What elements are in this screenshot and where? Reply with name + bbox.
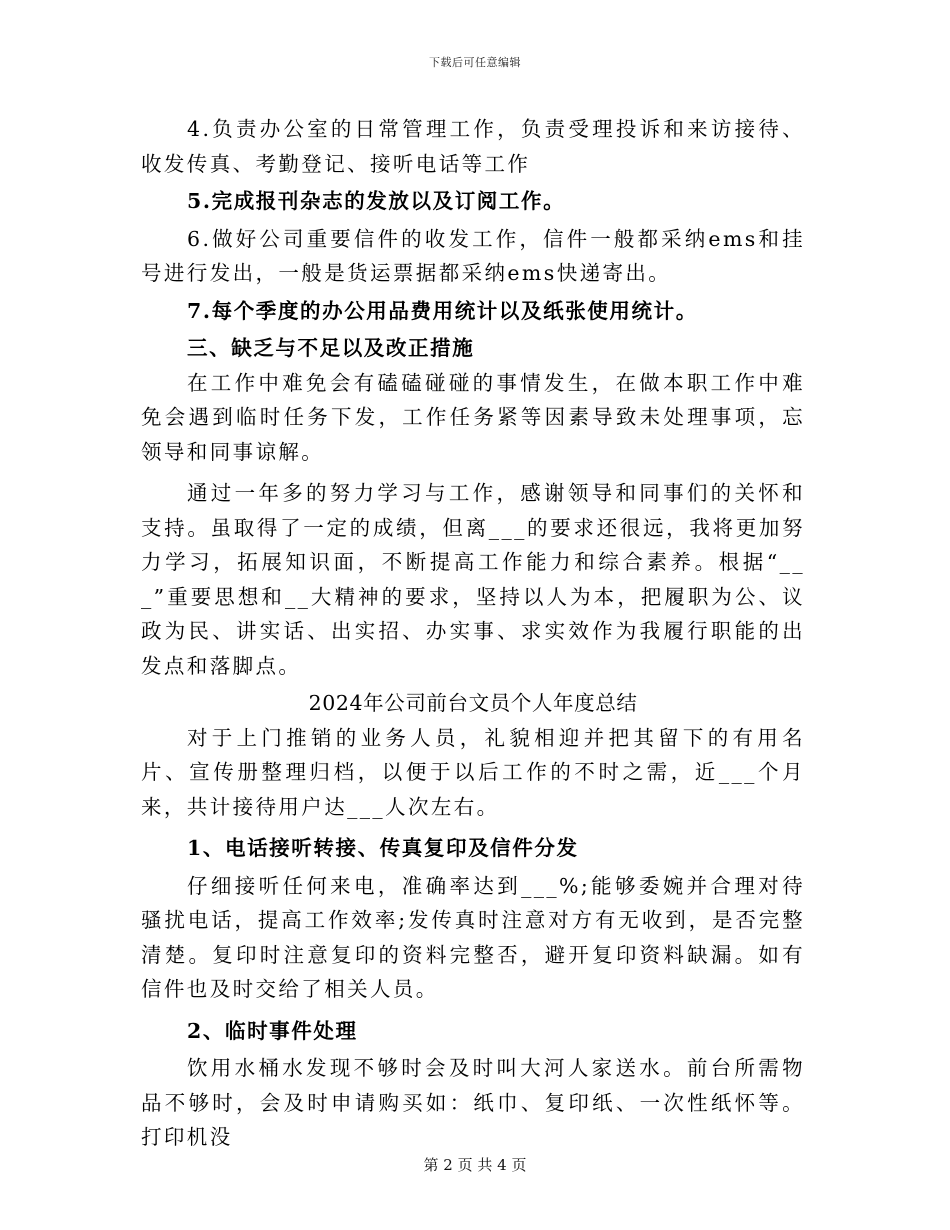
page-number: 第 2 页 共 4 页 [423, 1156, 527, 1174]
paragraph-item-7: 7.每个季度的办公用品费用统计以及纸张使用统计。 [187, 298, 698, 323]
paragraph-temporary: 饮用水桶水发现不够时会及时叫大河人家送水。前台所需物品不够时，会及时申请购买如：纸巾、复印纸、一次性纸怀等。打印机没 [141, 1056, 805, 1149]
paragraph-item-4: 4.负责办公室的日常管理工作，负责受理投诉和来访接待、收发传真、考勤登记、接听电话等工作 [141, 117, 805, 176]
paragraph-shortcomings: 在工作中难免会有磕磕碰碰的事情发生，在做本职工作中难免会遇到临时任务下发，工作任务紧等因素导致未处理事项，忘领导和同事谅解。 [141, 370, 805, 464]
paragraph-visitors: 对于上门推销的业务人员，礼貌相迎并把其留下的有用名片、宣传册整理归档，以便于以后工作的不时之需，近___个月来，共计接待用户达___人次左右。 [141, 725, 805, 819]
section-heading-temporary: 2、临时事件处理 [187, 1018, 358, 1043]
section-heading-shortcomings: 三、缺乏与不足以及改正措施 [187, 336, 475, 360]
document-title: 2024年公司前台文员个人年度总结 [308, 691, 638, 715]
paragraph-closing: 通过一年多的努力学习与工作，感谢领导和同事们的关怀和支持。虽取得了一定的成绩，但离___的要求还很远，我将更加努力学习，拓展知识面，不断提高工作能力和综合素养。根据“___”重要思想和__大精神的要求，坚持以人为本，把履职为公、议政为民、讲实话、出实招、办实事、求实效作为我履行职能的出发点和落脚点。 [141, 481, 805, 678]
header-note: 下载后可任意编辑 [429, 56, 521, 69]
document-body [141, 112, 805, 1155]
paragraph-phone: 仔细接听任何来电，准确率达到___%;能够委婉并合理对待骚扰电话，提高工作效率;发传真时注意对方有无收到，是否完整清楚。复印时注意复印的资料完整否，避开复印资料缺漏。如有信件也及时交给了相关人员。 [141, 873, 805, 1001]
paragraph-item-5: 5.完成报刊杂志的发放以及订阅工作。 [187, 189, 566, 213]
paragraph-item-6: 6.做好公司重要信件的收发工作，信件一般都采纳ems和挂号进行发出，一般是货运票据都采纳ems快递寄出。 [141, 226, 805, 285]
section-heading-phone: 1、电话接听转接、传真复印及信件分发 [187, 836, 579, 860]
